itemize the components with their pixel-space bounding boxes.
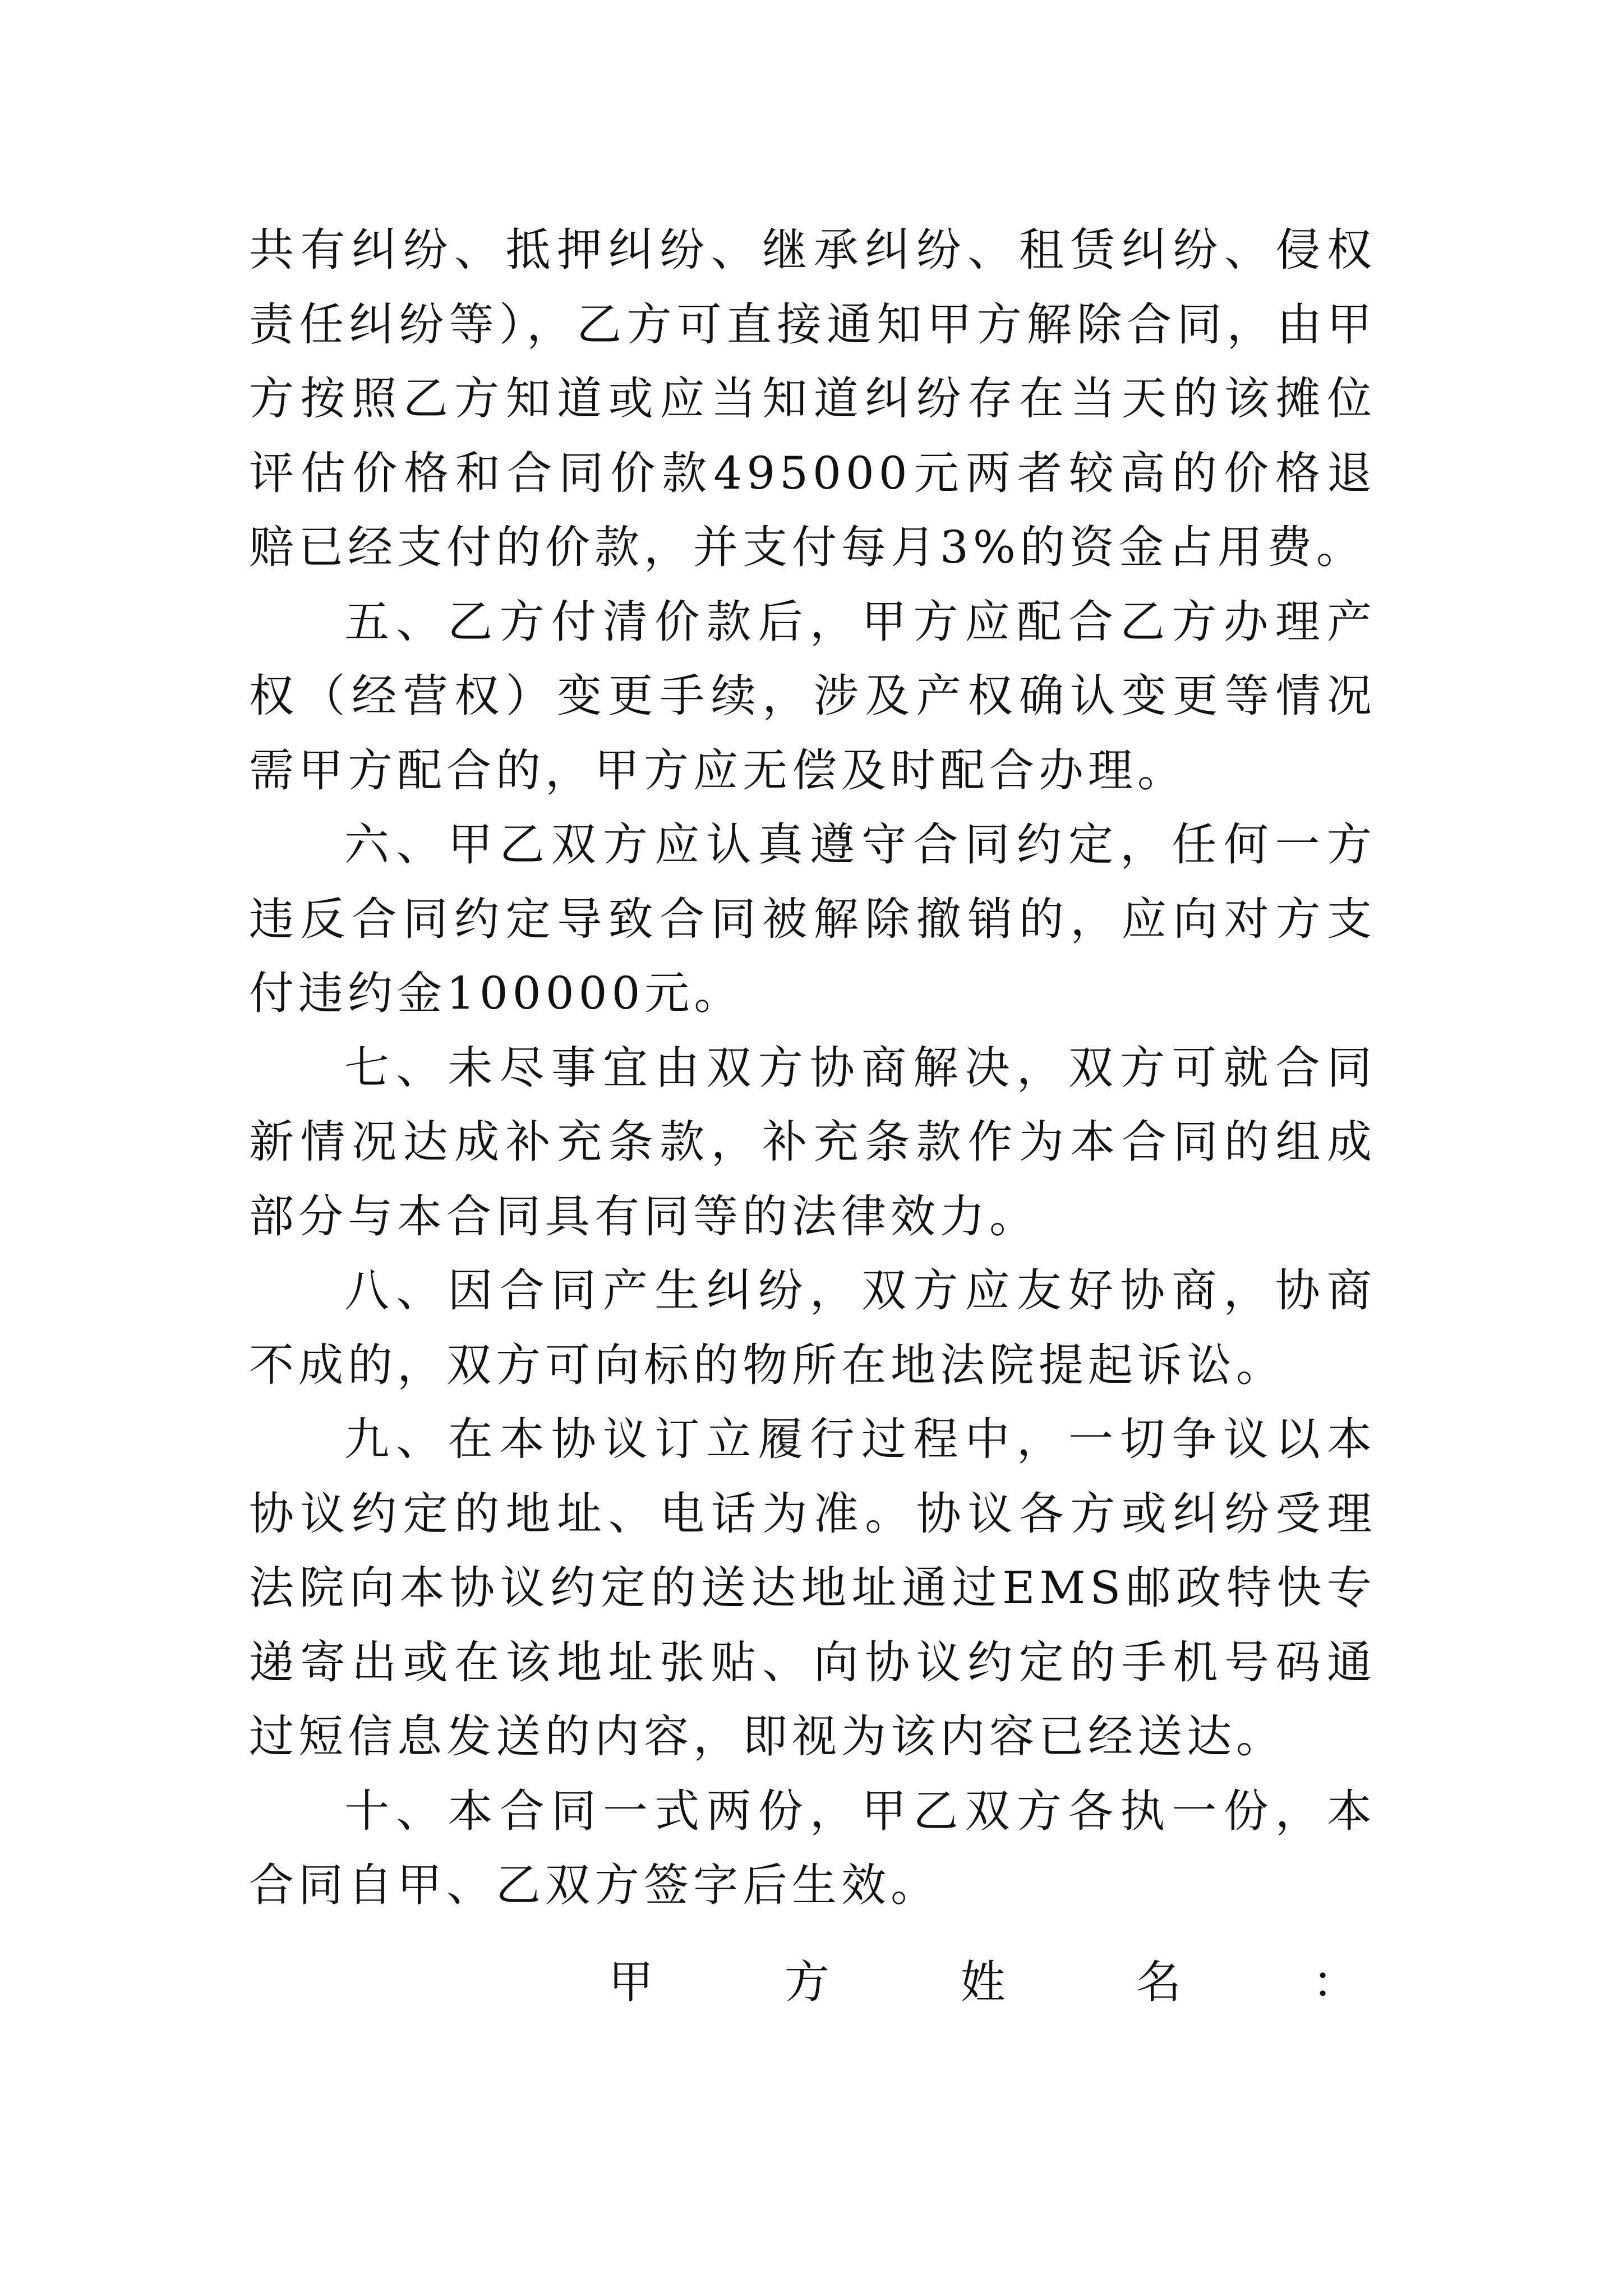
paragraph-continuation: 共有纠纷、抵押纠纷、继承纠纷、租赁纠纷、侵权责任纠纷等），乙方可直接通知甲方解除合同，由甲方按照乙方知道或应当知道纠纷存在当天的该摊位评估价格和合同价款495000元两者较高的价格退赔已经支付的价款，并支付每月3%的资金占用费。: [249, 224, 1376, 573]
signature-colon: ：: [1312, 1955, 1357, 2008]
party-a-name-label: [608, 1941, 1357, 2015]
paragraph-clause-10: 十、本合同一式两份，甲乙双方各执一份，本合同自甲、乙双方签字后生效。: [249, 1784, 1376, 1911]
paragraph-clause-7: 七、未尽事宜由双方协商解决，双方可就合同新情况达成补充条款，补充条款作为本合同的组成部分与本合同具有同等的法律效力。: [249, 1041, 1376, 1243]
signature-char: 姓: [960, 1955, 1006, 2008]
signature-char: 名: [1136, 1955, 1182, 2008]
signature-char: 方: [784, 1955, 829, 2008]
paragraph-clause-6: 六、甲乙双方应认真遵守合同约定，任何一方违反合同约定导致合同被解除撤销的，应向对方支付违约金100000元。: [249, 818, 1376, 1019]
contract-page: [249, 213, 1376, 1923]
paragraph-clause-8: 八、因合同产生纠纷，双方应友好协商，协商不成的，双方可向标的物所在地法院提起诉讼。: [249, 1264, 1376, 1391]
paragraph-clause-9: 九、在本协议订立履行过程中，一切争议以本协议约定的地址、电话为准。协议各方或纠纷受理法院向本协议约定的送达地址通过EMS邮政特快专递寄出或在该地址张贴、向协议约定的手机号码通过短信息发送的内容，即视为该内容已经送达。: [249, 1413, 1376, 1763]
paragraph-clause-5: 五、乙方付清价款后，甲方应配合乙方办理产权（经营权）变更手续，涉及产权确认变更等情况需甲方配合的，甲方应无偿及时配合办理。: [249, 595, 1376, 797]
signature-char: 甲: [608, 1955, 653, 2008]
